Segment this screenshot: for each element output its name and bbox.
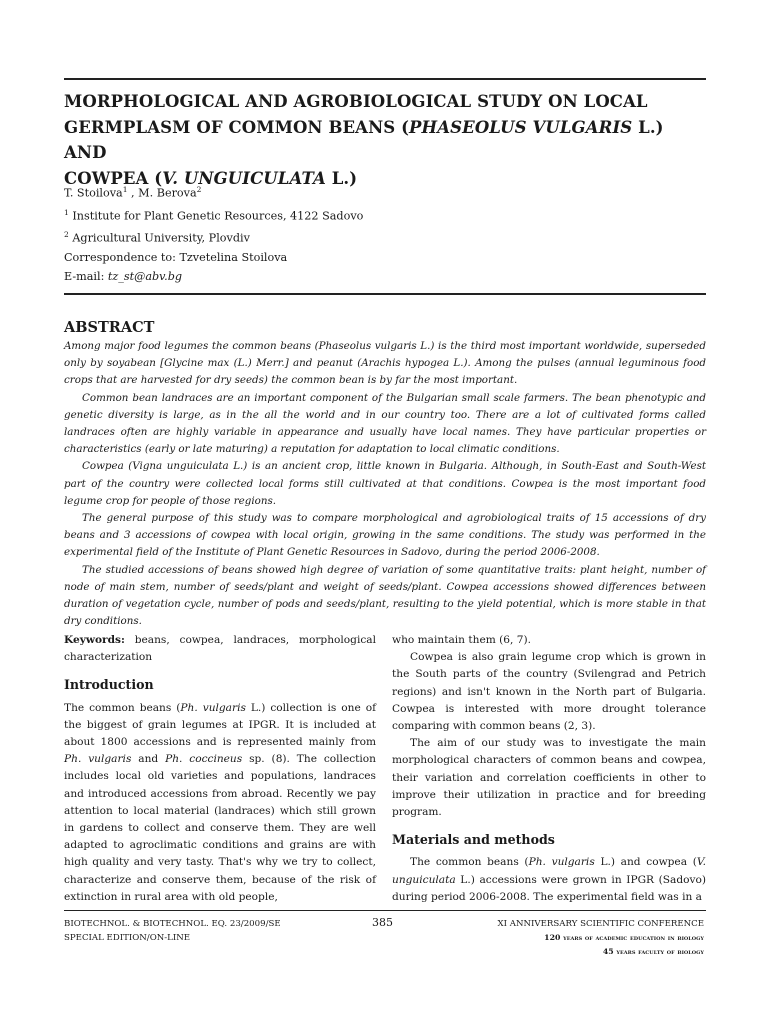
footer-journal <box>64 917 281 945</box>
abstract-paragraph: Cowpea (Vigna unguiculata L.) is an ancient crop, little known in Bulgaria. Although, in South-East and South-West part of the country were collected local forms still cultivated at that conditions. Cowpea is the most important food legume crop for people of those regions. <box>64 460 706 507</box>
title-line-1: MORPHOLOGICAL AND AGROBIOLOGICAL STUDY ON LOCAL <box>64 92 648 111</box>
abstract-paragraph: The general purpose of this study was to compare morphological and agrobiological traits of 15 accessions of dry beans and 3 accessions of cowpea with local origin, growing in the same conditions. The study was performed in the experimental field of the Institute of Plant Genetic Resources in Sadovo, during the period 2006-2008. <box>64 512 706 559</box>
abstract-paragraph: Among major food legumes the common beans (Phaseolus vulgaris L.) is the third most important worldwide, superseded only by soyabean [Glycine max (L.) Merr.] and peanut (Arachis hypogea L.). Among the pulses (annual leguminous food crops that are harvested for dry seeds) the common bean is by far the most important. <box>64 340 706 387</box>
edition-label: SPECIAL EDITION/ON-LINE <box>64 933 191 943</box>
email-link[interactable]: tz_st@abv.bg <box>107 270 183 284</box>
title-line-3: COWPEA (V. UNGUICULATA L.) <box>64 168 358 188</box>
conference-subtitle-2: 45 years faculty of biology <box>602 947 704 956</box>
methods-heading: Materials and methods <box>392 832 555 848</box>
abstract-heading: ABSTRACT <box>64 319 155 336</box>
section-rule <box>64 293 706 295</box>
introduction-paragraph: The common beans (Ph. vulgaris L.) collection is one of the biggest of grain legumes at IPGR. It is included at about 1800 accessions and is represented mainly from Ph. vulgaris and Ph. coccineus sp. (8). The collection includes local old varieties and populations, landraces and introduced accessions from abroad. Recently we pay attention to local material (landraces) which still grown in gardens to collect and conserve them. They are well adapted to agroclimatic conditions and grains are with high quality and very tasty. That's why we try to collect, characterize and conserve them, because of the risk of extinction in rural area with old people, <box>64 701 376 903</box>
abstract-body <box>64 338 706 630</box>
correspondence: Correspondence to: Tzvetelina Stoilova <box>64 251 288 265</box>
abstract-paragraph: Common bean landraces are an important component of the Bulgarian small scale farmers. The bean phenotypic and genetic diversity is large, as in the all the world and in our country too. There are a lot of cultivated forms called landraces often are highly variable in appearance and usually have local names. They have particular properties or characteristics (early or late maturing) a reputation for adaptation to local climatic conditions. <box>64 391 706 456</box>
introduction-continued: who maintain them (6, 7). <box>392 634 531 646</box>
page-number: 385 <box>372 916 393 929</box>
affiliation-1: $^1$ Institute for Plant Genetic Resources, 4122 Sadovo <box>64 207 364 223</box>
right-column <box>392 632 706 906</box>
methods-paragraph: The common beans (Ph. vulgaris L.) and cowpea (V. unguiculata L.) accessions were grown in IPGR (Sadovo) during period 2006-2008. The experimental field was in a <box>392 856 706 903</box>
abstract-paragraph: The studied accessions of beans showed high degree of variation of some quantitative traits: plant height, number of node of main stem, number of seeds/plant and weight of seeds/plant. Cowpea accessions showed differences between duration of vegetation cycle, number of pods and seeds/plant, resulting to the yield potential, which is more stable in that dry conditions. <box>64 563 706 628</box>
conference-title: XI ANNIVERSARY SCIENTIFIC CONFERENCE <box>497 919 704 929</box>
left-column <box>64 632 376 906</box>
keywords: Keywords: beans, cowpea, landraces, morphological characterization <box>64 634 376 664</box>
cowpea-paragraph: Cowpea is also grain legume crop which is grown in the South parts of the country (Svilengrad and Petrich regions) and isn't known in the North part of Bulgaria. Cowpea is interested with more drought tolerance comparing with common beans (2, 3). <box>392 651 706 733</box>
journal-citation: BIOTECHNOL. & BIOTECHNOL. EQ. 23/2009/SE <box>64 919 281 929</box>
top-rule <box>64 78 706 80</box>
title-line-2: GERMPLASM OF COMMON BEANS (PHASEOLUS VULGARIS L.) AND <box>64 117 664 162</box>
footer-conference <box>498 917 704 959</box>
aim-paragraph: The aim of our study was to investigate the main morphological characters of common beans and cowpea, their variation and correlation coefficients in other to improve their utilization in practice and for breeding program. <box>392 737 706 819</box>
email-line: E-mail: tz_st@abv.bg <box>64 270 183 284</box>
author-block <box>64 180 704 286</box>
introduction-heading: Introduction <box>64 677 154 693</box>
author-names: T. Stoilova$^1$ , M. Berova$^2$ <box>64 185 202 200</box>
affiliation-2: $^2$ Agricultural University, Plovdiv <box>64 230 250 246</box>
conference-subtitle-1: 120 years of academic education in biology <box>544 933 704 942</box>
footer-rule <box>64 910 706 911</box>
paper-title <box>64 89 704 191</box>
